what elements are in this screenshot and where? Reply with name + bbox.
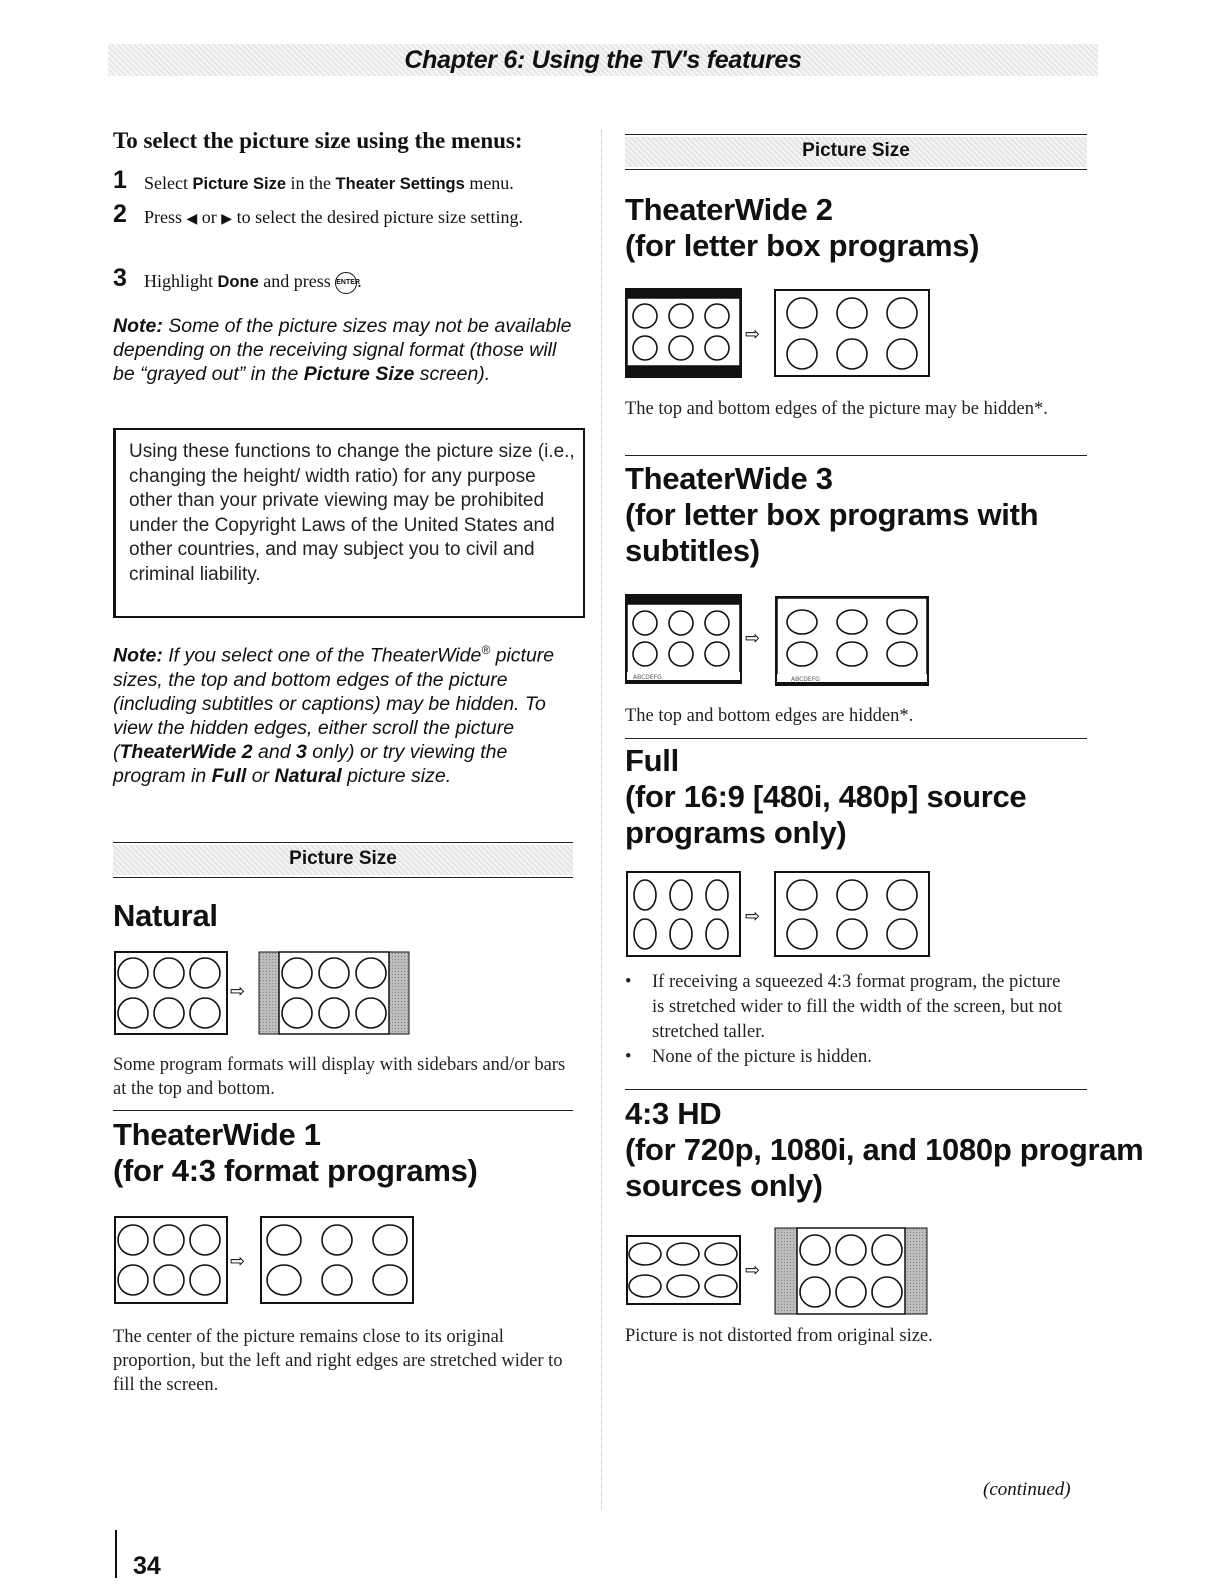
natural-description: Some program formats will display with sidebars and/or bars at the top and bottom. xyxy=(113,1055,566,1099)
natural-title: Natural xyxy=(113,898,218,933)
note-label: Note: xyxy=(113,315,163,337)
hd43-illustration xyxy=(625,1226,935,1318)
hd43-title-line2: (for 720p, 1080i, and 1080p program xyxy=(625,1132,1144,1167)
picture-size-band-left xyxy=(113,842,573,878)
picture-size-band-right xyxy=(625,134,1087,170)
chapter-header-band xyxy=(108,44,1098,76)
full-bullets xyxy=(625,970,1075,1070)
section-rule xyxy=(625,455,1087,456)
step-text: . xyxy=(357,271,362,291)
menu-item-picture-size: Picture Size xyxy=(192,175,287,193)
step-number: 3 xyxy=(113,264,127,292)
full-title-line2: (for 16:9 [480i, 480p] source xyxy=(625,779,1027,814)
registered-mark: ® xyxy=(481,643,491,657)
note-text: picture sizes, the top and bottom edges of the picture (including subtitles or captions) may be hidden. To view the hidden edges, either scroll the picture ( xyxy=(113,644,555,763)
step-text: menu. xyxy=(464,173,514,193)
list-item: • If receiving a squeezed 4:3 format program, the picture is stretched wider to fill the width of the screen, but not stretched taller. xyxy=(625,970,1075,1045)
step-text: or xyxy=(197,207,222,227)
menu-theater-settings: Theater Settings xyxy=(335,175,465,193)
menu-item-done: Done xyxy=(217,273,259,291)
tw2-title-line2: (for letter box programs) xyxy=(625,228,980,263)
note-text: screen). xyxy=(414,363,491,385)
note-bold: Full xyxy=(211,764,247,787)
hd43-title-line3: sources only) xyxy=(625,1168,823,1203)
step-number: 1 xyxy=(113,166,127,194)
step-text: Highlight xyxy=(144,271,218,291)
note-theaterwide xyxy=(113,638,573,788)
tw1-illustration xyxy=(113,1215,418,1307)
section-rule xyxy=(113,1110,573,1111)
step-text: Select xyxy=(144,173,193,193)
section-rule xyxy=(625,738,1087,739)
source-screen xyxy=(115,952,227,1034)
note-text: picture size. xyxy=(341,764,452,787)
tw3-description: The top and bottom edges are hidden*. xyxy=(625,706,914,726)
note-bold: TheaterWide 2 xyxy=(119,740,253,763)
note-bold: 3 xyxy=(296,740,307,763)
note-text: If you select one of the TheaterWide xyxy=(162,644,482,667)
note-text: only) or try viewing the program in xyxy=(113,740,508,787)
note-bold: Picture Size xyxy=(303,363,415,385)
tw2-description: The top and bottom edges of the picture may be hidden*. xyxy=(625,399,1048,419)
tw2-title-line1: TheaterWide 2 xyxy=(625,192,833,227)
arrow-icon: ⇨ xyxy=(745,906,761,927)
tw1-title xyxy=(113,1117,478,1189)
full-title-line3: programs only) xyxy=(625,815,847,850)
tw3-illustration xyxy=(625,594,935,686)
note-text: Some of the picture sizes may not be available depending on the receiving signal format (those will be “grayed out” in the xyxy=(113,315,572,385)
tw1-title-line1: TheaterWide 1 xyxy=(113,1117,321,1152)
tw2-illustration xyxy=(625,288,935,380)
hd43-title xyxy=(625,1096,1143,1204)
chapter-title: Chapter 6: Using the TV's features xyxy=(404,46,802,74)
tw1-title-line2: (for 4:3 format programs) xyxy=(113,1153,478,1188)
copyright-notice-text: Using these functions to change the picture size (i.e., changing the height/ width ratio) for any purpose other than your private viewing may be prohibited under the Copyright Laws of the United States and other countries, and may subject you to civil and criminal liability. xyxy=(129,441,575,585)
subtitle-text: ABCDEFG xyxy=(633,674,662,681)
section-rule xyxy=(625,1089,1087,1090)
note-text: or xyxy=(246,764,275,787)
natural-illustration xyxy=(113,950,418,1038)
continued-label: (continued) xyxy=(983,1479,1071,1500)
full-title-line1: Full xyxy=(625,743,679,778)
arrow-icon: ⇨ xyxy=(745,324,761,345)
full-illustration xyxy=(625,870,935,962)
note-bold: Natural xyxy=(274,764,342,787)
tw3-title xyxy=(625,461,1038,569)
instructions-heading: To select the picture size using the menus: xyxy=(113,128,523,153)
page-number: 34 xyxy=(133,1552,161,1580)
arrow-icon: ⇨ xyxy=(230,981,246,1002)
right-arrow-icon: ▶ xyxy=(221,212,233,227)
step-text: and press xyxy=(258,271,336,291)
arrow-icon: ⇨ xyxy=(230,1251,246,1272)
column-divider xyxy=(601,130,602,1510)
tw2-title xyxy=(625,192,979,264)
step-text: in the xyxy=(286,173,336,193)
arrow-icon: ⇨ xyxy=(745,628,761,649)
note-label: Note: xyxy=(113,644,163,667)
step-text: Press xyxy=(144,207,187,227)
step-number: 2 xyxy=(113,200,127,228)
full-title xyxy=(625,743,1026,851)
hd43-title-line1: 4:3 HD xyxy=(625,1096,722,1131)
picture-size-label: Picture Size xyxy=(802,140,910,161)
enter-button-icon: ENTER xyxy=(335,272,357,294)
arrow-icon: ⇨ xyxy=(745,1260,761,1281)
left-arrow-icon: ◀ xyxy=(186,212,198,227)
tw3-title-line1: TheaterWide 3 xyxy=(625,461,833,496)
tw3-title-line3: subtitles) xyxy=(625,533,760,568)
list-item: • None of the picture is hidden. xyxy=(625,1045,1075,1070)
hd43-description: Picture is not distorted from original size. xyxy=(625,1326,933,1346)
copyright-notice-box xyxy=(113,428,585,618)
note-text: and xyxy=(252,740,296,763)
note-grayed-out xyxy=(113,314,573,386)
tw1-description: The center of the picture remains close to its original proportion, but the left and right edges are stretched wider to fill the screen. xyxy=(113,1327,563,1395)
picture-size-label: Picture Size xyxy=(289,848,397,869)
page-number-bar xyxy=(115,1530,117,1578)
subtitle-text: ABCDEFG xyxy=(791,676,820,683)
tw3-title-line2: (for letter box programs with xyxy=(625,497,1039,532)
step-text: to select the desired picture size setting. xyxy=(232,207,523,227)
